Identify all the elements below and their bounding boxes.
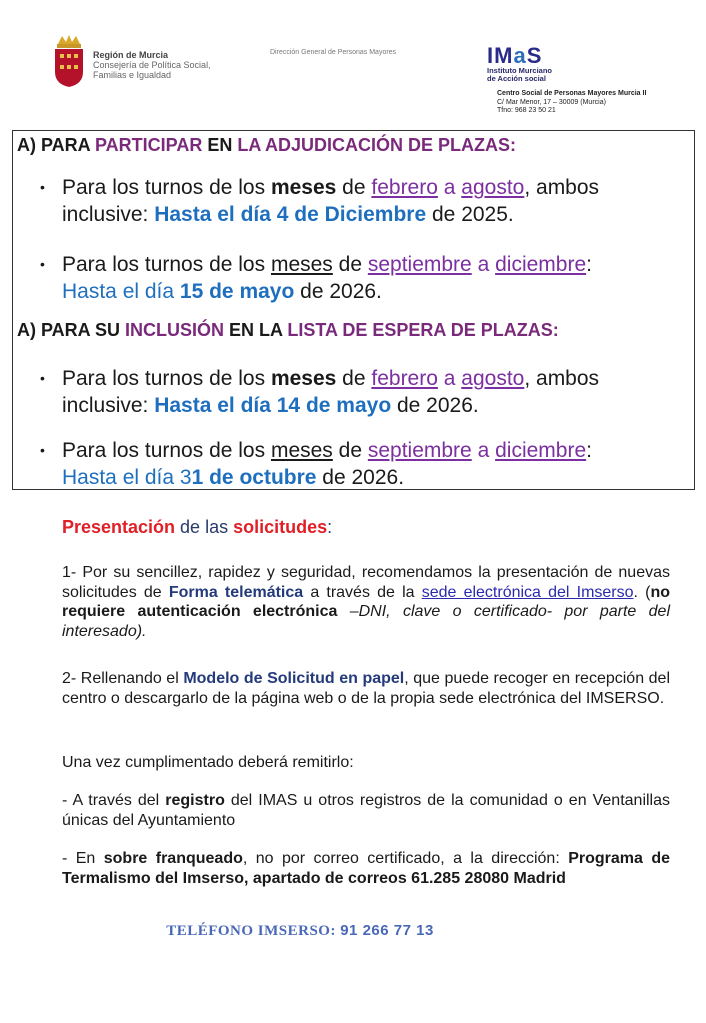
p4-b: registro [165, 792, 225, 809]
centro-info [497, 90, 646, 116]
section-b-bullet-1 [40, 365, 682, 419]
b-a: a [437, 176, 462, 199]
region-name: Región de Murcia [93, 50, 169, 60]
imas-w1: IM [487, 43, 514, 68]
region-murcia-crest-icon [52, 34, 86, 88]
b-hasta: Hasta el día 3 [62, 466, 192, 489]
bullet-dot-icon: • [40, 370, 45, 386]
section-a-title [17, 135, 516, 156]
imas-w3: S [526, 43, 543, 68]
pres-w1: Presentación [62, 517, 176, 537]
consejeria-text [93, 50, 211, 80]
month-link-febrero[interactable]: febrero [371, 367, 438, 390]
b-pre: Para los turnos de los [62, 176, 271, 199]
b-de: de [336, 176, 372, 199]
pres-w4: : [327, 517, 333, 537]
b-year: de 2026. [316, 466, 405, 489]
b-pre: Para los turnos de los [62, 253, 271, 276]
paragraph-2 [62, 669, 670, 708]
p1-c: a través de la [303, 583, 422, 601]
consejeria-line1: Consejería de Política Social, [93, 60, 211, 70]
sb-t2: INCLUSIÓN [125, 320, 224, 340]
sa-t2: PARTICIPAR [95, 135, 203, 155]
pres-w2: de las [175, 517, 234, 537]
bullet-dot-icon: • [40, 179, 45, 195]
b-meses: meses [270, 367, 337, 390]
b-hasta: Hasta el día [62, 280, 180, 303]
centro-name: Centro Social de Personas Mayores Murcia II [497, 90, 647, 97]
section-a-bullet-2 [40, 251, 682, 305]
b-colon: : [586, 439, 592, 462]
paragraph-5 [62, 849, 670, 888]
sb-t1: A) PARA SU [17, 320, 125, 340]
section-a-bullet-1 [40, 174, 682, 228]
p2-a: 2- Rellenando el [62, 670, 184, 687]
b-year: de 2025. [426, 203, 514, 226]
phone-number: 91 266 77 13 [340, 922, 434, 939]
bullet-dot-icon: • [40, 256, 45, 272]
p2-b: Modelo de Solicitud en papel [183, 670, 405, 687]
section-b-bullet-2 [40, 437, 682, 491]
p1-e: no requiere autenticación electrónica [62, 583, 670, 620]
telefono-imserso [0, 922, 600, 940]
b-de: de [332, 253, 368, 276]
b-deadline: Hasta el día 4 de Diciembre [154, 203, 427, 226]
b-de: de [332, 439, 368, 462]
sa-t1: A) PARA [17, 135, 95, 155]
b-deadline: Hasta el día 14 de mayo [154, 394, 392, 417]
p5-d: Programa de Termalismo del Imserso, apartado de correos 61.285 28080 Madrid [62, 850, 670, 887]
sb-t4: LISTA DE ESPERA DE PLAZAS: [287, 320, 559, 340]
section-b-title [17, 320, 559, 341]
p1-b: Forma telemática [168, 583, 304, 601]
b-meses: meses [270, 176, 337, 199]
sede-electronica-link[interactable]: sede electrónica del Imserso [421, 583, 634, 601]
month-link-agosto[interactable]: agosto [461, 176, 525, 199]
sb-t3: EN LA [224, 320, 288, 340]
imas-logo [487, 45, 567, 83]
b-colon: : [586, 253, 592, 276]
paragraph-3: Una vez cumplimentado deberá remitirlo: [62, 754, 354, 771]
p1-d: . ( [633, 583, 651, 601]
paragraph-4 [62, 791, 670, 830]
b-post: , ambos inclusive: [62, 367, 600, 417]
presentacion-heading [62, 517, 332, 538]
b-a: a [471, 439, 496, 462]
imas-w2: a [513, 43, 527, 68]
bullet-dot-icon: • [40, 442, 45, 458]
centro-address: C/ Mar Menor, 17 – 30009 (Murcia) [497, 98, 606, 106]
month-link-febrero[interactable]: febrero [371, 176, 438, 199]
b-year: de 2026. [294, 280, 382, 303]
p1-f: –DNI, clave o certificado- por parte del interesado). [62, 603, 670, 640]
imas-sub1: Instituto Murciano [487, 66, 552, 75]
month-link-diciembre[interactable]: diciembre [495, 253, 587, 276]
direccion-general: Dirección General de Personas Mayores [270, 49, 397, 56]
p4-c: del IMAS u otros registros de la comunidad o en Ventanillas únicas del Ayuntamiento [62, 792, 671, 829]
b-pre: Para los turnos de los [62, 439, 271, 462]
phone-label: TELÉFONO IMSERSO: [166, 923, 341, 939]
b-deadline: 1 de octubre [191, 466, 317, 489]
b-meses: meses [270, 253, 333, 276]
p4-a: - A través del [62, 792, 166, 809]
p5-b: sobre franqueado [103, 850, 243, 867]
month-link-septiembre[interactable]: septiembre [367, 253, 472, 276]
p2-c: , que puede recoger en recepción del centro o descargarlo de la página web o de la propia sede electrónica del IMSERSO. [62, 670, 670, 707]
paragraph-1 [62, 563, 670, 641]
month-link-agosto[interactable]: agosto [461, 367, 525, 390]
b-deadline: 15 de mayo [179, 280, 295, 303]
p1-a: 1- Por su sencillez, rapidez y seguridad, recomendamos la presentación de nuevas solicitudes de [62, 564, 670, 601]
b-meses: meses [270, 439, 333, 462]
imas-wordmark [487, 45, 567, 67]
b-a: a [471, 253, 496, 276]
b-a: a [437, 367, 462, 390]
sa-t3: EN [202, 135, 238, 155]
pres-w3: solicitudes [233, 517, 328, 537]
centro-phone: Tfno: 968 23 50 21 [497, 107, 556, 114]
b-post: , ambos inclusive: [62, 176, 600, 226]
p5-a: - En [62, 850, 104, 867]
b-pre: Para los turnos de los [62, 367, 271, 390]
sa-t4: LA ADJUDICACIÓN DE PLAZAS: [237, 135, 517, 155]
consejeria-line2: Familias e Igualdad [93, 70, 172, 80]
p5-c: , no por correo certificado, a la dirección: [242, 850, 569, 867]
month-link-septiembre[interactable]: septiembre [367, 439, 472, 462]
b-year: de 2026. [391, 394, 479, 417]
month-link-diciembre[interactable]: diciembre [495, 439, 587, 462]
b-de: de [336, 367, 372, 390]
imas-sub2: de Acción social [487, 74, 546, 83]
